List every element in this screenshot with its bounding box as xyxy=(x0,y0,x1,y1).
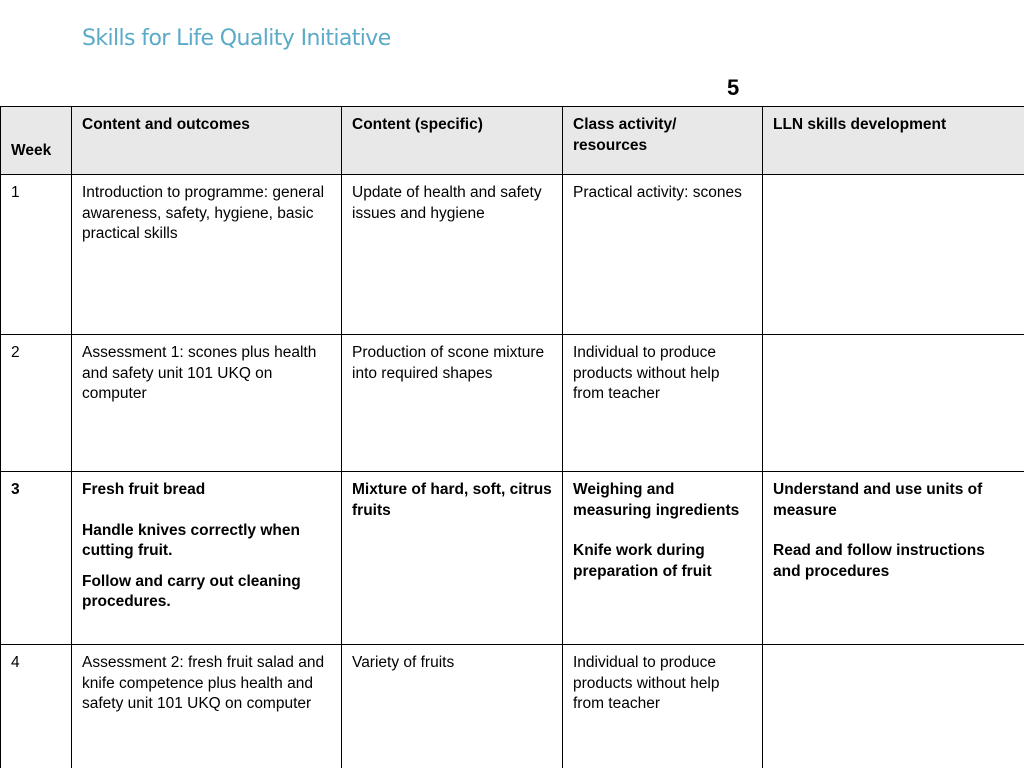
content-outcomes-text: Introduction to programme: general awareness, safety, hygiene, basic practical skills xyxy=(82,184,325,242)
column-header-class-activity: Class activity/ resources xyxy=(563,107,763,175)
lln-skills-text: Read and follow instructions and procedures xyxy=(773,542,985,580)
page-number: 5 xyxy=(727,75,740,100)
class-activity-cell xyxy=(563,335,763,472)
class-activity-cell xyxy=(563,472,763,645)
scheme-of-work-table xyxy=(0,106,1024,768)
lln-skills-text: Understand and use units of measure xyxy=(773,481,983,519)
column-header-week: Week xyxy=(1,107,72,175)
column-header-content-specific: Content (specific) xyxy=(342,107,563,175)
class-activity-text: Individual to produce products without help from teacher xyxy=(573,344,720,402)
week-cell: 2 xyxy=(1,335,72,472)
content-outcomes-cell xyxy=(72,472,342,645)
class-activity-text: Knife work during preparation of fruit xyxy=(573,542,712,580)
lln-skills-cell xyxy=(763,175,1024,335)
class-activity-cell xyxy=(563,645,763,768)
table-row xyxy=(1,472,1024,645)
class-activity-text: Individual to produce products without help from teacher xyxy=(573,654,720,712)
content-outcomes-cell xyxy=(72,175,342,335)
content-specific-cell: Production of scone mixture into required shapes xyxy=(342,335,563,472)
week-cell: 3 xyxy=(1,472,72,645)
table-row xyxy=(1,645,1024,768)
class-activity-text: Weighing and measuring ingredients xyxy=(573,481,740,519)
column-header-content-outcomes: Content and outcomes xyxy=(72,107,342,175)
content-outcomes-text: Fresh fruit bread xyxy=(82,481,206,498)
content-outcomes-text: Assessment 1: scones plus health and safety unit 101 UKQ on computer xyxy=(82,344,317,402)
content-specific-cell: Mixture of hard, soft, citrus fruits xyxy=(342,472,563,645)
column-header-lln-skills: LLN skills development xyxy=(763,107,1024,175)
table-row xyxy=(1,335,1024,472)
content-outcomes-text: Assessment 2: fresh fruit salad and knife competence plus health and safety unit 101 UKQ on computer xyxy=(82,654,325,712)
class-activity-text: Practical activity: scones xyxy=(573,184,742,201)
content-specific-cell: Update of health and safety issues and hygiene xyxy=(342,175,563,335)
table-row xyxy=(1,175,1024,335)
content-specific-cell: Variety of fruits xyxy=(342,645,563,768)
content-outcomes-text: Handle knives correctly when cutting fruit. xyxy=(82,521,300,559)
class-activity-cell xyxy=(563,175,763,335)
brand-title: Skills for Life Quality Initiative xyxy=(82,26,391,51)
week-cell: 4 xyxy=(1,645,72,768)
content-outcomes-text: Follow and carry out cleaning procedures. xyxy=(82,572,301,610)
week-cell: 1 xyxy=(1,175,72,335)
content-outcomes-cell xyxy=(72,645,342,768)
content-outcomes-cell xyxy=(72,335,342,472)
lln-skills-cell xyxy=(763,472,1024,645)
table-header-row xyxy=(1,107,1024,175)
lln-skills-cell xyxy=(763,645,1024,768)
lln-skills-cell xyxy=(763,335,1024,472)
